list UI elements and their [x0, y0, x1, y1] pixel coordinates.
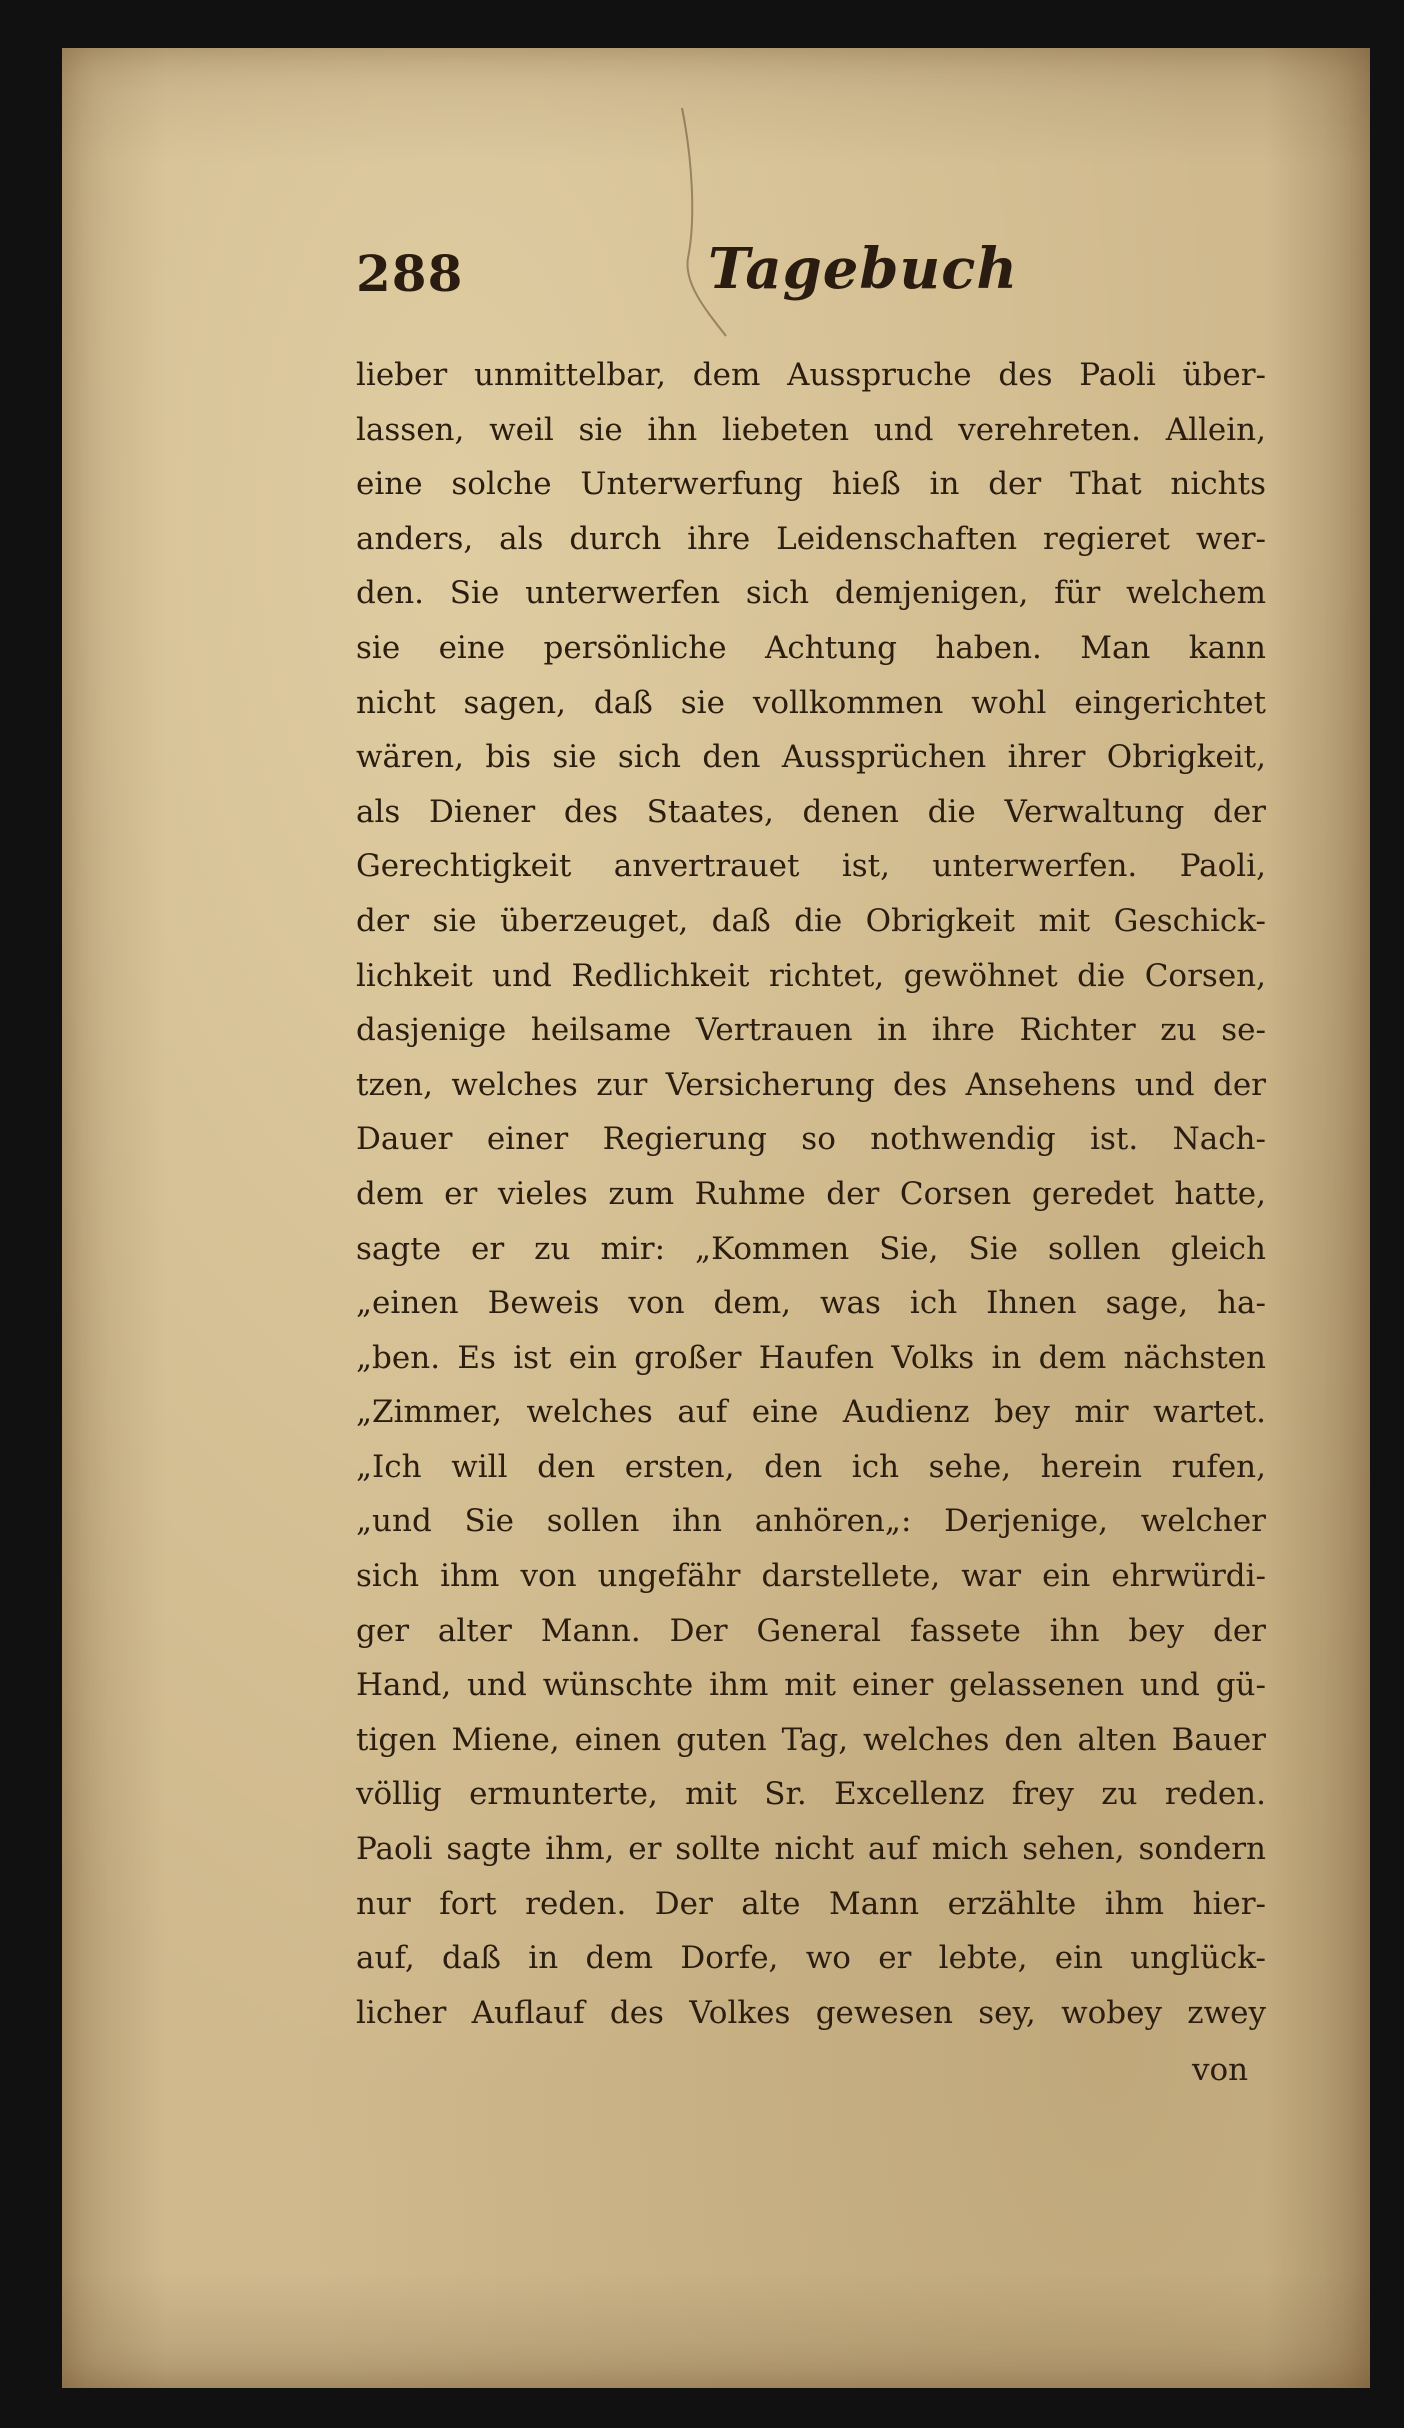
- text-line: sich ihm von ungefähr darstellete, war ein ehrwürdi-: [356, 1558, 1266, 1595]
- text-line: Dauer einer Regierung so nothwendig ist. Nach-: [356, 1121, 1266, 1158]
- text-line: ger alter Mann. Der General fassete ihn bey der: [356, 1612, 1266, 1649]
- text-line: Paoli sagte ihm, er sollte nicht auf mich sehen, sondern: [356, 1831, 1266, 1868]
- text-line: sie eine persönliche Achtung haben. Man kann: [356, 629, 1266, 666]
- text-line: sagte er zu mir: „Kommen Sie, Sie sollen gleich: [356, 1230, 1266, 1267]
- text-line: völlig ermunterte, mit Sr. Excellenz frey zu reden.: [356, 1776, 1266, 1813]
- text-line: Gerechtigkeit anvertrauet ist, unterwerfen. Paoli,: [356, 848, 1266, 885]
- text-line: „Zimmer, welches auf eine Audienz bey mir wartet.: [356, 1394, 1266, 1431]
- text-line: als Diener des Staates, denen die Verwaltung der: [356, 793, 1266, 830]
- text-line: eine solche Unterwerfung hieß in der That nichts: [356, 466, 1266, 503]
- page-number: 288: [356, 244, 464, 303]
- body-text: [356, 348, 1266, 2040]
- text-line: den. Sie unterwerfen sich demjenigen, für welchem: [356, 575, 1266, 612]
- text-line: der sie überzeuget, daß die Obrigkeit mit Geschick-: [356, 902, 1266, 939]
- text-line: „einen Beweis von dem, was ich Ihnen sage, ha-: [356, 1285, 1266, 1322]
- text-line: „ben. Es ist ein großer Haufen Volks in dem nächsten: [356, 1339, 1266, 1376]
- running-title: Tagebuch: [708, 236, 1019, 302]
- text-line: tigen Miene, einen guten Tag, welches den alten Bauer: [356, 1721, 1266, 1758]
- text-line: lichkeit und Redlichkeit richtet, gewöhnet die Corsen,: [356, 957, 1266, 994]
- text-line: dasjenige heilsame Vertrauen in ihre Richter zu se-: [356, 1012, 1266, 1049]
- text-line: nur fort reden. Der alte Mann erzählte ihm hier-: [356, 1885, 1266, 1922]
- text-line: dem er vieles zum Ruhme der Corsen geredet hatte,: [356, 1175, 1266, 1212]
- text-line: nicht sagen, daß sie vollkommen wohl eingerichtet: [356, 684, 1266, 721]
- text-line: lassen, weil sie ihn liebeten und verehreten. Allein,: [356, 411, 1266, 448]
- text-line: tzen, welches zur Versicherung des Ansehens und der: [356, 1066, 1266, 1103]
- page-header: [356, 236, 1266, 316]
- text-line: licher Auflauf des Volkes gewesen sey, wobey zwey: [356, 1994, 1266, 2031]
- text-line: auf, daß in dem Dorfe, wo er lebte, ein unglück-: [356, 1940, 1266, 1977]
- text-line: „und Sie sollen ihn anhören„: Derjenige, welcher: [356, 1503, 1266, 1540]
- text-line: „Ich will den ersten, den ich sehe, herein rufen,: [356, 1448, 1266, 1485]
- text-line: Hand, und wünschte ihm mit einer gelassenen und gü-: [356, 1667, 1266, 1704]
- text-line: wären, bis sie sich den Aussprüchen ihrer Obrigkeit,: [356, 739, 1266, 776]
- catchword: von: [1192, 2052, 1249, 2088]
- text-line: lieber unmittelbar, dem Ausspruche des Paoli über-: [356, 357, 1266, 393]
- text-line: anders, als durch ihre Leidenschaften regieret wer-: [356, 520, 1266, 557]
